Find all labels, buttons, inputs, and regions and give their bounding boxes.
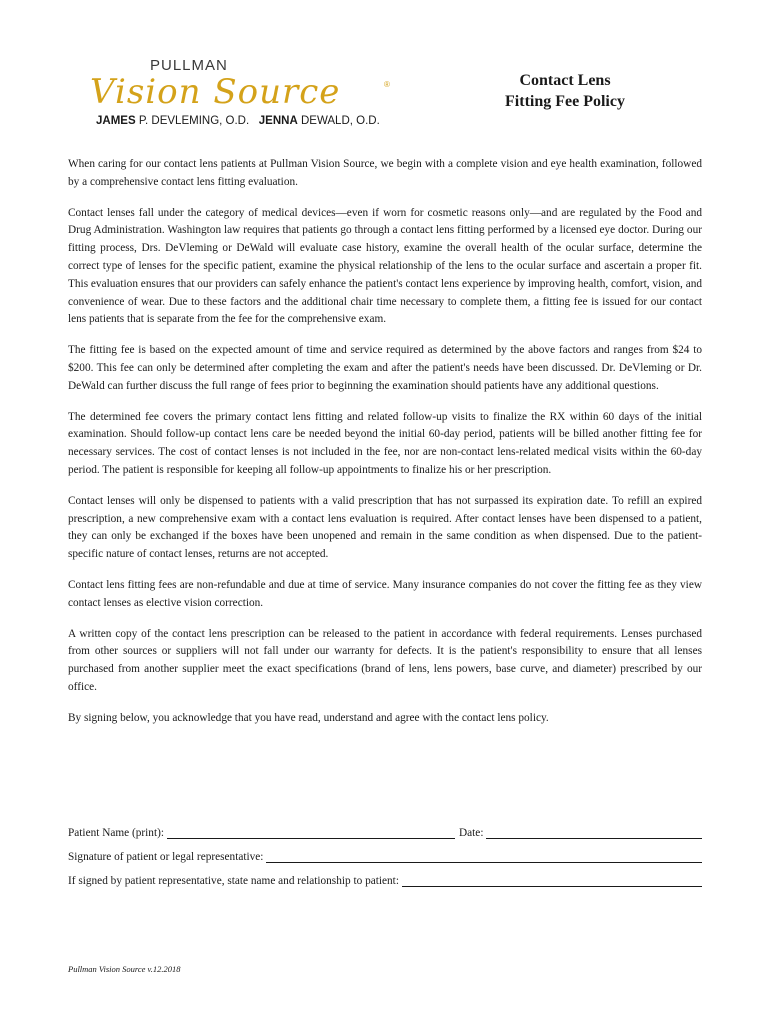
paragraph-fee-range: The fitting fee is based on the expected amount of time and service required as determined by the above factors and ranges from $24 to $200. This fee can only be determined after completing the exam and after the patient's needs have been discussed. Dr. DeVleming or Dr. DeWald can further discuss the full range of fees prior to beginning the examination should patients have any additional questions. [68,344,702,392]
policy-body [68,156,702,741]
practice-logo [82,44,412,134]
signature-form [68,822,702,894]
date-label: Date: [459,827,484,839]
logo-pullman-text: PULLMAN [150,57,228,74]
paragraph-medical-devices: Contact lenses fall under the category of medical devices—even if worn for cosmetic reasons only—and are regulated by the Food and Drug Administration. Washington law requires that patients go through a contact lens fitting performed by a licensed eye doctor. During our fitting process, Drs. DeVleming or DeWald will evaluate case history, examine the overall health of the ocular surface, determine the correct type of lenses for the specific patient, examine the physical relationship of the lens to the ocular surface and ascertain a proper fit. This evaluation ensures that our providers can safely enhance the patient's contact lens experience by improving health, comfort, vision, and convenience of wear. Due to these factors and the additional chair time necessary to complete them, a fitting fee is issued for our contact lens patients that is separate from the fee for the comprehensive exam. [68,206,702,326]
paragraph-dispensing: Contact lenses will only be dispensed to patients with a valid prescription that has not surpassed its expiration date. To refill an expired prescription, a new comprehensive exam with a contact lens evaluation is required. After contact lenses have been dispensed to a patient, they can only be exchanged if the boxes have been unopened and remain in the same condition as when dispensed. Due to the patient-specific nature of contact lenses, returns are not accepted. [68,494,702,561]
signature-row [68,846,702,863]
patient-name-field[interactable] [167,826,455,839]
logo-registered-mark: ® [384,80,390,89]
paragraph-fee-coverage: The determined fee covers the primary contact lens fitting and related follow-up visits to finalize the RX within 60 days of the initial examination. Should follow-up contact lens care be needed beyond the initial 60-day period, patients will be billed another fitting fee for necessary services. The cost of contact lenses is not included in the fee, nor are non-contact lens-related medical visits within the 60-day period. The patient is responsible for keeping all follow-up appointments to finalize his or her prescription. [68,410,702,476]
signature-field[interactable] [266,850,702,863]
doctor2-first-name: JENNA [258,115,298,127]
patient-name-row [68,822,702,839]
document-title [470,70,660,112]
logo-doctors-line [96,115,380,127]
doctor1-first-name: JAMES [96,115,136,127]
representative-row [68,870,702,887]
paragraph-prescription-copy: A written copy of the contact lens prescription can be released to the patient in accordance with federal requirements. Lenses purchased from other sources or suppliers will not fall under our warranty for defects. It is the patient's responsibility to ensure that all lenses purchased from another supplier meet the exact specifications (brand of lens, lens powers, base curve, and diameter) prescribed by our office. [68,627,702,693]
paragraph-intro: When caring for our contact lens patients at Pullman Vision Source, we begin with a complete vision and eye health examination, followed by a comprehensive contact lens fitting evaluation. [68,158,702,188]
logo-brand-wordmark: Vision Source [90,72,341,112]
signature-label: Signature of patient or legal representative: [68,851,264,863]
title-line-2: Fitting Fee Policy [505,93,625,110]
doctor2-rest: DEWALD, O.D. [300,115,380,127]
title-line-1: Contact Lens [519,72,611,89]
representative-field[interactable] [402,874,702,887]
paragraph-acknowledgement: By signing below, you acknowledge that you have read, understand and agree with the contact lens policy. [68,711,549,724]
representative-label: If signed by patient representative, state name and relationship to patient: [68,875,399,887]
date-field[interactable] [486,826,702,839]
patient-name-label: Patient Name (print): [68,827,164,839]
footer-version: Pullman Vision Source v.12.2018 [68,964,181,974]
doctor1-rest: P. DEVLEMING, O.D. [138,115,250,127]
paragraph-non-refundable: Contact lens fitting fees are non-refundable and due at time of service. Many insurance companies do not cover the fitting fee as they view contact lenses as elective vision correction. [68,578,702,609]
